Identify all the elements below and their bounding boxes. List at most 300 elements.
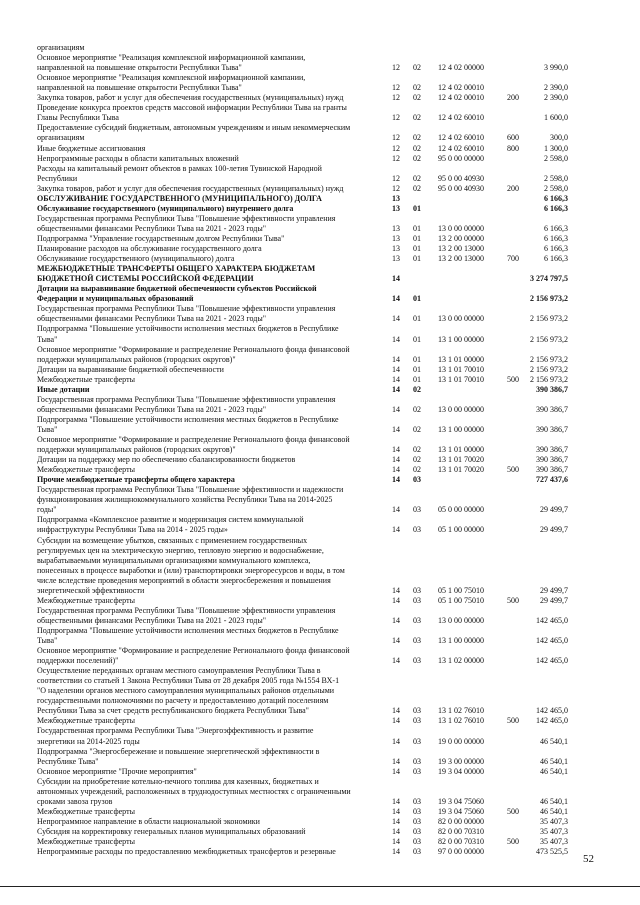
row-amount: 2 156 973,2 [530,374,568,384]
table-row [0,837,640,847]
table-row [0,184,640,194]
row-target-article: 05 0 00 00000 [438,505,484,515]
row-section: 14 [392,806,400,816]
row-section: 14 [392,615,400,625]
table-row [0,224,640,234]
row-name: общественными финансами Республики Тыва на 2021 - 2023 годы" [37,223,266,233]
row-name: Межбюджетные трансферты [37,374,135,384]
row-target-article: 13 1 01 70010 [438,364,484,374]
row-subsection: 03 [413,816,421,826]
row-target-article: 82 0 00 00000 [438,816,484,826]
row-amount: 1 300,0 [544,143,568,153]
row-section: 14 [392,314,400,324]
row-expense-type: 200 [507,183,519,193]
row-section: 14 [392,796,400,806]
row-target-article: 97 0 00 00000 [438,847,484,856]
row-amount: 300,0 [550,133,568,143]
row-target-article: 13 1 01 70020 [438,455,484,465]
row-name: поддержки муниципальных районов (городских округов)" [37,354,236,364]
table-row [0,234,640,244]
row-subsection: 02 [413,63,421,73]
table-row [0,415,640,425]
row-subsection: 03 [413,837,421,846]
row-amount: 46 540,1 [540,806,568,816]
row-name: Главы Республики Тыва [37,113,119,123]
row-section: 12 [392,63,400,73]
row-amount: 46 540,1 [540,736,568,746]
row-name: Подпрограмма "Энергосбережение и повышение энергетической эффективности в [37,746,320,756]
table-row [0,174,640,184]
row-subsection: 01 [413,244,421,253]
row-target-article: 12 4 02 00010 [438,93,484,103]
row-amount: 2 156 973,2 [530,334,568,344]
table-row [0,556,640,566]
row-name: Планирование расходов на обслуживание государственного долга [37,244,262,253]
row-name: Расходы на капитальный ремонт объектов в рамках 100-летия Тувинской Народной [37,163,322,173]
table-row [0,103,640,113]
table-row [0,807,640,817]
table-row [0,244,640,254]
row-target-article: 13 1 00 00000 [438,424,484,434]
table-row [0,827,640,837]
row-target-article: 12 4 02 00000 [438,63,484,73]
row-amount: 46 540,1 [540,756,568,766]
table-row [0,716,640,726]
table-row [0,606,640,616]
row-subsection: 03 [413,505,421,515]
table-row [0,706,640,716]
row-subsection: 03 [413,595,421,605]
row-amount: 29 499,7 [540,505,568,515]
table-row [0,636,640,646]
bottom-rule [0,886,640,887]
row-subsection: 03 [413,475,421,485]
row-section: 14 [392,334,400,344]
row-subsection: 03 [413,756,421,766]
row-amount: 2 156 973,2 [530,364,568,374]
row-name: Предоставление субсидий бюджетным, автономным учреждениям и иным некоммерческим [37,123,351,133]
row-name: Непрограммные расходы по предоставлению межбюджетных трансфертов и резервные [37,847,336,856]
row-amount: 35 407,3 [540,837,568,846]
row-subsection: 01 [413,254,421,264]
row-section: 14 [392,585,400,595]
row-amount: 390 386,7 [536,455,568,465]
row-section: 13 [392,203,400,213]
row-section: 14 [392,475,400,485]
row-subsection: 01 [413,314,421,324]
row-section: 14 [392,294,400,304]
row-subsection: 02 [413,455,421,465]
table-row [0,73,640,83]
row-section: 12 [392,133,400,143]
row-target-article: 05 1 00 00000 [438,525,484,535]
row-target-article: 95 0 00 00000 [438,153,484,163]
row-name: направленной на повышение открытости Республики Тыва" [37,63,242,73]
row-target-article: 13 1 02 00000 [438,656,484,666]
row-amount: 390 386,7 [536,445,568,454]
row-section: 13 [392,234,400,243]
table-row [0,63,640,73]
row-target-article: 05 1 00 75010 [438,595,484,605]
row-name: энергетической эффективности [37,585,145,595]
table-row [0,375,640,385]
table-row [0,676,640,686]
table-row [0,566,640,576]
row-name: Иные бюджетные ассигнования [37,143,146,153]
row-amount: 2 598,0 [544,173,568,183]
row-section: 14 [392,465,400,475]
row-name: сроками завоза грузов [37,796,113,806]
row-name: Осуществление переданных органам местного самоуправления Республики Тыва в [37,666,321,676]
row-section: 14 [392,736,400,746]
row-section: 14 [392,455,400,465]
row-subsection: 02 [413,83,421,93]
row-subsection: 02 [413,173,421,183]
table-row [0,154,640,164]
row-amount: 142 465,0 [536,636,568,645]
row-name: Государственная программа Республики Тыва "Повышение эффективности управления [37,213,336,223]
row-target-article: 13 0 00 00000 [438,314,484,324]
row-expense-type: 500 [507,716,519,726]
row-subsection: 03 [413,706,421,716]
table-row [0,847,640,857]
row-amount: 390 386,7 [536,384,568,394]
table-row [0,616,640,626]
row-name: общественными финансами Республики Тыва на 2021 - 2023 годы" [37,404,266,414]
table-row [0,817,640,827]
row-name: инфраструктуры Республики Тыва на 2014 - 2025 годы» [37,525,228,535]
row-target-article: 13 1 01 70010 [438,374,484,384]
table-row [0,365,640,375]
table-row [0,294,640,304]
row-name: Тыва" [37,636,58,645]
row-subsection: 03 [413,585,421,595]
row-amount: 390 386,7 [536,465,568,475]
table-row [0,214,640,224]
row-amount: 727 437,6 [536,475,568,485]
table-row [0,194,640,204]
table-row [0,274,640,284]
row-subsection: 03 [413,525,421,535]
table-row [0,264,640,274]
row-name: общественными финансами Республики Тыва на 2021 - 2023 годы" [37,615,266,625]
row-name: Республики [37,173,78,183]
row-name: МЕЖБЮДЖЕТНЫЕ ТРАНСФЕРТЫ ОБЩЕГО ХАРАКТЕРА БЮДЖЕТАМ [37,264,316,274]
row-expense-type: 600 [507,133,519,143]
row-target-article: 13 1 02 76010 [438,706,484,716]
table-row [0,626,640,636]
row-amount: 2 598,0 [544,183,568,193]
row-name: Непрограммное направление в области национальной экономики [37,816,260,826]
row-section: 14 [392,656,400,666]
row-amount: 1 600,0 [544,113,568,123]
table-row [0,93,640,103]
row-amount: 35 407,3 [540,826,568,836]
table-row [0,345,640,355]
row-section: 13 [392,244,400,253]
row-name: организациям [37,133,85,143]
row-name: Тыва" [37,334,58,344]
row-name: Республике Тыва" [37,756,99,766]
row-subsection: 02 [413,384,421,394]
row-section: 14 [392,595,400,605]
row-subsection: 01 [413,294,421,304]
table-row [0,546,640,556]
row-target-article: 13 1 00 00000 [438,334,484,344]
table-row [0,596,640,606]
row-subsection: 02 [413,404,421,414]
row-section: 12 [392,183,400,193]
row-subsection: 03 [413,847,421,856]
row-target-article: 13 0 00 00000 [438,223,484,233]
row-name: Республики Тыва за счет средств республиканского бюджета Республики Тыва" [37,706,309,716]
table-row [0,757,640,767]
row-section: 12 [392,93,400,103]
row-target-article: 05 1 00 75010 [438,585,484,595]
row-subsection: 01 [413,223,421,233]
row-name: Основное мероприятие "Реализация комплексной информационной кампании, [37,53,306,62]
row-target-article: 13 1 01 70020 [438,465,484,475]
row-target-article: 19 3 04 00000 [438,766,484,776]
table-row [0,787,640,797]
row-section: 14 [392,706,400,716]
table-row [0,254,640,264]
row-name: Основное мероприятие "Реализация комплексной информационной кампании, [37,73,306,83]
row-name: Субсидии на возмещение убытков, связанных с применением государственных [37,535,308,545]
row-expense-type: 800 [507,143,519,153]
row-subsection: 03 [413,615,421,625]
table-row [0,747,640,757]
row-name: Обслуживание государственного (муниципального) долга [37,254,235,264]
row-target-article: 19 3 00 00000 [438,756,484,766]
table-row [0,726,640,736]
row-section: 14 [392,404,400,414]
row-name: организациям [37,43,85,52]
row-amount: 142 465,0 [536,716,568,726]
row-amount: 473 525,5 [536,847,568,856]
table-row [0,737,640,747]
row-name: Основное мероприятие "Формирование и распределение Регионального фонда финансовой [37,435,350,444]
table-row [0,445,640,455]
row-target-article: 19 0 00 00000 [438,736,484,746]
row-name: Закупка товаров, работ и услуг для обеспечения государственных (муниципальных) нужд [37,93,344,103]
table-row [0,304,640,314]
row-name: "О наделении органов местного самоуправления муниципальных районов отдельными [37,686,335,696]
row-section: 12 [392,113,400,123]
row-name: Тыва" [37,424,58,434]
row-subsection: 02 [413,93,421,103]
row-name: числе вследствие проведения мероприятий в области энергосбережения и повышения [37,575,331,585]
row-expense-type: 500 [507,374,519,384]
table-row [0,435,640,445]
row-section: 12 [392,143,400,153]
row-name: Подпрограмма «Комплексное развитие и модернизация систем коммунальной [37,515,304,525]
row-name: понесенных в процессе выработки и (или) транспортировки энергоресурсов и воды, в том [37,565,345,575]
row-section: 14 [392,274,400,284]
row-amount: 2 156 973,2 [530,314,568,324]
row-target-article: 13 2 00 00000 [438,234,484,243]
table-row [0,83,640,93]
row-target-article: 95 0 00 40930 [438,173,484,183]
row-subsection: 01 [413,203,421,213]
row-amount: 6 166,3 [544,223,568,233]
row-name: БЮДЖЕТНОЙ СИСТЕМЫ РОССИЙСКОЙ ФЕДЕРАЦИИ [37,274,254,284]
row-target-article: 13 0 00 00000 [438,615,484,625]
table-row [0,656,640,666]
row-name: Подпрограмма "Управление государственным долгом Республики Тыва" [37,234,285,243]
table-row [0,284,640,294]
row-section: 13 [392,254,400,264]
table-row [0,797,640,807]
row-target-article: 19 3 04 75060 [438,806,484,816]
table-row [0,525,640,535]
row-section: 14 [392,364,400,374]
row-subsection: 02 [413,133,421,143]
row-name: Основное мероприятие "Формирование и распределение Регионального фонда финансовой [37,344,350,354]
row-name: Дотации на выравнивание бюджетной обеспеченности [37,364,224,374]
table-row [0,123,640,133]
row-expense-type: 200 [507,93,519,103]
row-section: 12 [392,153,400,163]
table-row [0,515,640,525]
row-section: 13 [392,223,400,233]
row-expense-type: 500 [507,595,519,605]
row-amount: 142 465,0 [536,615,568,625]
row-name: Межбюджетные трансферты [37,595,135,605]
row-name: Межбюджетные трансферты [37,716,135,726]
row-subsection: 02 [413,183,421,193]
row-target-article: 95 0 00 40930 [438,183,484,193]
row-name: Дотации на выравнивание бюджетной обеспеченности субъектов Российской [37,284,317,294]
row-target-article: 13 1 00 00000 [438,636,484,645]
row-subsection: 03 [413,796,421,806]
row-section: 14 [392,424,400,434]
row-name: Иные дотации [37,384,90,394]
row-subsection: 03 [413,656,421,666]
row-amount: 46 540,1 [540,766,568,776]
row-target-article: 19 3 04 75060 [438,796,484,806]
row-target-article: 82 0 00 70310 [438,837,484,846]
row-name: Закупка товаров, работ и услуг для обеспечения государственных (муниципальных) нужд [37,183,344,193]
row-section: 14 [392,816,400,826]
row-amount: 6 166,3 [544,193,568,203]
row-section: 14 [392,826,400,836]
row-section: 14 [392,354,400,364]
row-target-article: 13 2 00 13000 [438,254,484,264]
row-name: Межбюджетные трансферты [37,465,135,475]
row-amount: 6 166,3 [544,244,568,253]
row-section: 14 [392,766,400,776]
row-amount: 390 386,7 [536,404,568,414]
table-row [0,696,640,706]
row-subsection: 02 [413,113,421,123]
row-subsection: 02 [413,143,421,153]
table-row [0,405,640,415]
row-section: 14 [392,716,400,726]
row-name: Непрограммные расходы в области капитальных вложений [37,153,239,163]
row-name: поддержки поселений)" [37,656,119,666]
row-section: 14 [392,525,400,535]
table-row [0,113,640,123]
row-name: Государственная программа Республики Тыва "Энергоэффективность и развитие [37,726,314,736]
row-subsection: 02 [413,465,421,475]
row-target-article: 12 4 02 00010 [438,83,484,93]
table-row [0,586,640,596]
row-amount: 3 990,0 [544,63,568,73]
row-section: 14 [392,445,400,454]
table-row [0,395,640,405]
row-amount: 390 386,7 [536,424,568,434]
table-row [0,666,640,676]
row-amount: 29 499,7 [540,525,568,535]
row-amount: 6 166,3 [544,203,568,213]
row-name: Проведение конкурса проектов средств массовой информации Республики Тыва на гранты [37,103,347,113]
row-subsection: 03 [413,636,421,645]
table-row [0,425,640,435]
row-subsection: 01 [413,364,421,374]
row-name: функционирования жилищнокоммунального хозяйства Республики Тыва на 2014-2025 [37,495,333,505]
row-section: 13 [392,193,400,203]
row-name: государственными полномочиями по расчету и предоставлению дотаций поселениям [37,696,329,706]
row-amount: 3 274 797,5 [530,274,568,284]
row-amount: 142 465,0 [536,706,568,716]
row-amount: 2 390,0 [544,93,568,103]
row-expense-type: 500 [507,806,519,816]
row-target-article: 13 0 00 00000 [438,404,484,414]
row-name: Государственная программа Республики Тыва "Повышение эффективности управления [37,304,336,314]
table-row [0,455,640,465]
table-row [0,646,640,656]
row-section: 12 [392,83,400,93]
row-subsection: 03 [413,736,421,746]
table-row [0,536,640,546]
row-subsection: 03 [413,806,421,816]
row-subsection: 02 [413,445,421,454]
row-target-article: 12 4 02 60010 [438,133,484,143]
row-name: вырабатываемыми муниципальными организациями коммунального комплекса, [37,555,311,565]
row-amount: 2 598,0 [544,153,568,163]
row-target-article: 82 0 00 70310 [438,826,484,836]
row-name: Основное мероприятие "Прочие мероприятия" [37,766,197,776]
row-name: Федерации и муниципальных образований [37,294,194,304]
table-row [0,324,640,334]
row-expense-type: 700 [507,254,519,264]
row-subsection: 01 [413,374,421,384]
page-number: 52 [583,853,594,865]
table-row [0,385,640,395]
row-expense-type: 500 [507,837,519,846]
table-row [0,475,640,485]
table-row [0,686,640,696]
row-target-article: 12 4 02 60010 [438,113,484,123]
row-target-article: 13 2 00 13000 [438,244,484,253]
row-section: 12 [392,173,400,183]
row-name: Прочие межбюджетные трансферты общего характера [37,475,235,485]
row-amount: 2 390,0 [544,83,568,93]
row-name: поддержки муниципальных районов (городских округов)" [37,445,236,454]
table-row [0,314,640,324]
row-amount: 29 499,7 [540,585,568,595]
row-amount: 2 156 973,2 [530,354,568,364]
row-name: Государственная программа Республики Тыва "Повышение эффективности управления [37,394,336,404]
table-row [0,204,640,214]
table-row [0,777,640,787]
row-subsection: 02 [413,424,421,434]
row-name: Межбюджетные трансферты [37,806,135,816]
row-name: Государственная программа Республики Тыва "Повышение эффективности и надежности [37,485,344,495]
table-row [0,144,640,154]
row-subsection: 01 [413,334,421,344]
